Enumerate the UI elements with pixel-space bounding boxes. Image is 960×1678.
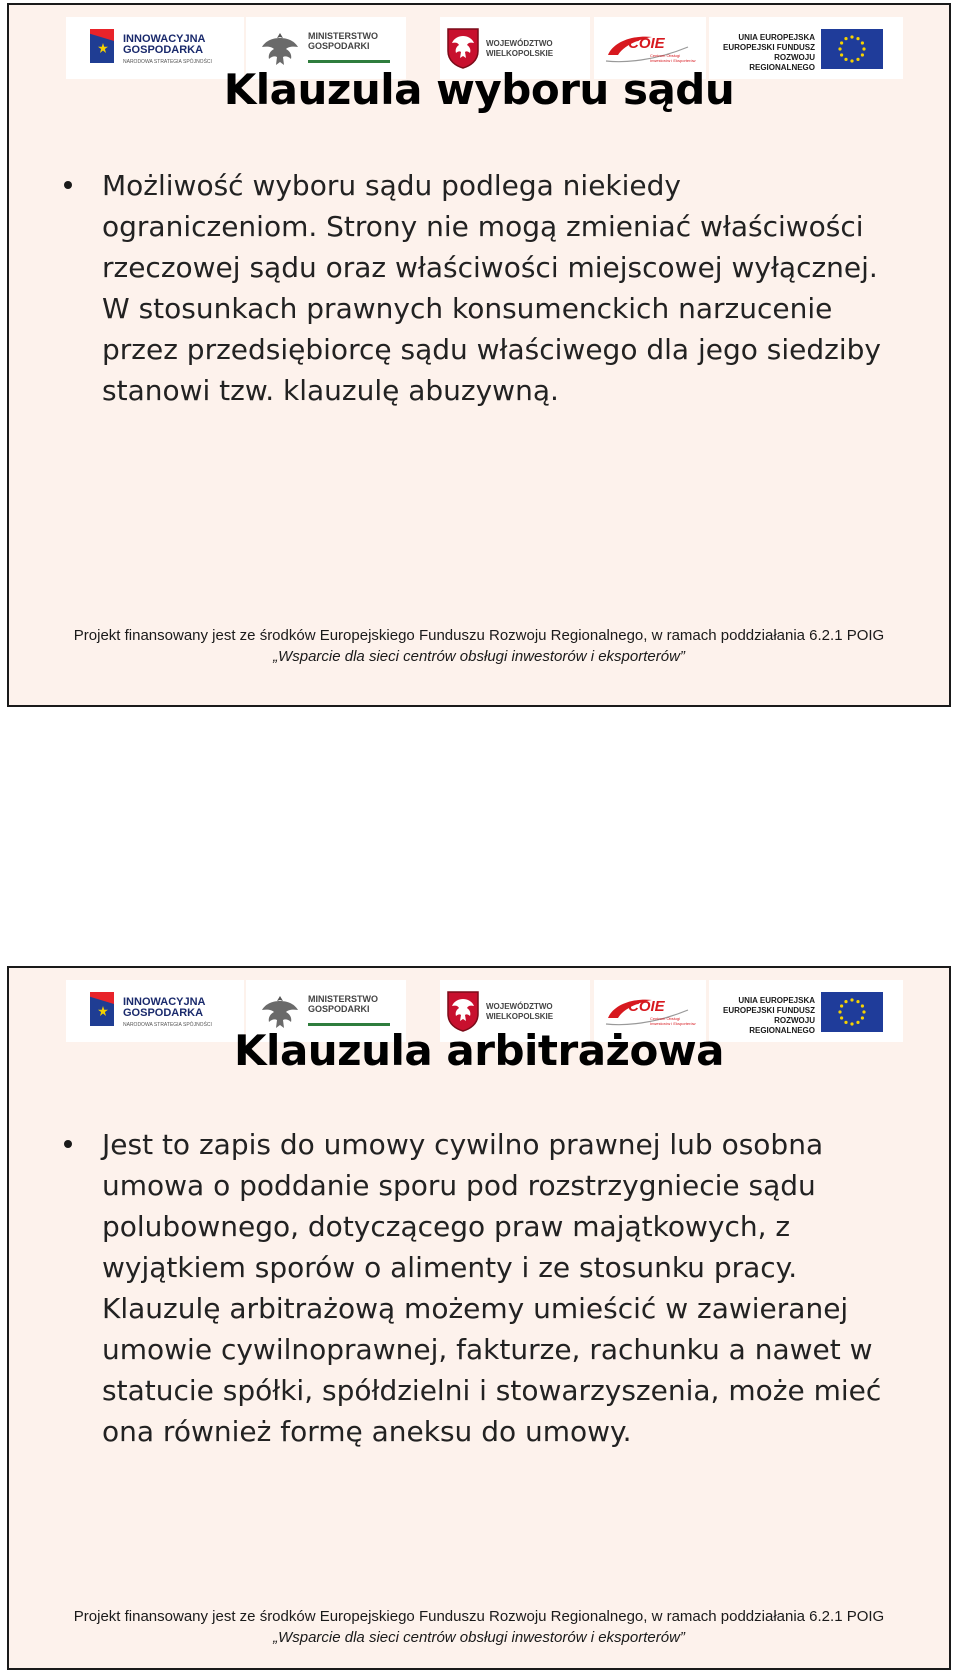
ww-logo-text: WOJEWÓDZTWO WIELKOPOLSKIE xyxy=(486,1002,554,1021)
coie-logo-text: COIE xyxy=(628,35,665,52)
mg-logo-text: MINISTERSTWO GOSPODARKI xyxy=(308,994,378,1014)
eagle-icon xyxy=(260,29,300,69)
ig-logo-subtext: NARODOWA STRATEGIA SPÓJNOŚCI xyxy=(123,1022,212,1028)
bullet-text: Możliwość wyboru sądu podlega niekiedy ograniczeniom. Strony nie mogą zmieniać właściwości rzeczowej sądu oraz właściwości miejscowej wyłącznej. W stosunkach prawnych konsumenckich narzucenie przez przedsiębiorcę sądu właściwego dla jego siedziby stanowi tzw. klauzulę abuzywną. xyxy=(102,169,881,407)
ue-logo-text: UNIA EUROPEJSKA EUROPEJSKI FUNDUSZ ROZWOJU REGIONALNEGO xyxy=(722,996,815,1035)
coie-logo-text: COIE xyxy=(628,998,665,1015)
shield-icon xyxy=(446,27,480,69)
ig-logo-subtext: NARODOWA STRATEGIA SPÓJNOŚCI xyxy=(123,59,212,65)
ig-logo-text: INNOWACYJNA GOSPODARKA xyxy=(123,996,206,1019)
coie-logo-subtext: Centrum Obsługi Inwestorów i Eksporterów xyxy=(650,53,696,63)
bullet-text: Jest to zapis do umowy cywilno prawnej lub osobna umowa o poddanie sporu pod rozstrzygniecie sądu polubownego, dotyczącego praw majątkowych, z wyjątkiem sporów o alimenty i ze stosunku pracy. Klauzulę arbitrażową możemy umieścić w zawieranej umowie cywilnoprawnej, fakturze, rachunku a nawet w statucie spółki, spółdzielni i stowarzyszenia, może mieć ona również formę aneksu do umowy. xyxy=(102,1128,882,1448)
coie-logo-subtext: Centrum Obsługi Inwestorów i Eksporterów xyxy=(650,1016,696,1026)
ue-logo-text: UNIA EUROPEJSKA EUROPEJSKI FUNDUSZ ROZWOJU REGIONALNEGO xyxy=(722,33,815,72)
mg-logo-text: MINISTERSTWO GOSPODARKI xyxy=(308,31,378,51)
footer-funding-text: Projekt finansowany jest ze środków Europejskiego Funduszu Rozwoju Regionalnego, w ramach poddziałania 6.2.1 POIG xyxy=(73,1608,885,1625)
bullet-icon xyxy=(64,181,72,189)
ig-emblem-icon xyxy=(90,992,114,1026)
slide-2 xyxy=(7,966,951,1670)
slide-title: Klauzula wyboru sądu xyxy=(223,65,735,114)
footer-project-name: „Wsparcie dla sieci centrów obsługi inwestorów i eksporterów” xyxy=(273,1629,685,1646)
ig-emblem-icon xyxy=(90,29,114,63)
eu-flag-icon xyxy=(821,29,883,69)
ig-logo-text: INNOWACYJNA GOSPODARKA xyxy=(123,33,206,56)
slide-title: Klauzula arbitrażowa xyxy=(234,1026,724,1075)
mg-logo-underline xyxy=(308,60,390,63)
footer-funding-text: Projekt finansowany jest ze środków Europejskiego Funduszu Rozwoju Regionalnego, w ramach poddziałania 6.2.1 POIG xyxy=(73,627,885,644)
footer-project-name: „Wsparcie dla sieci centrów obsługi inwestorów i eksporterów” xyxy=(273,648,685,665)
slide-1 xyxy=(7,3,951,707)
bullet-icon xyxy=(64,1140,72,1148)
ww-logo-text: WOJEWÓDZTWO WIELKOPOLSKIE xyxy=(486,39,554,58)
